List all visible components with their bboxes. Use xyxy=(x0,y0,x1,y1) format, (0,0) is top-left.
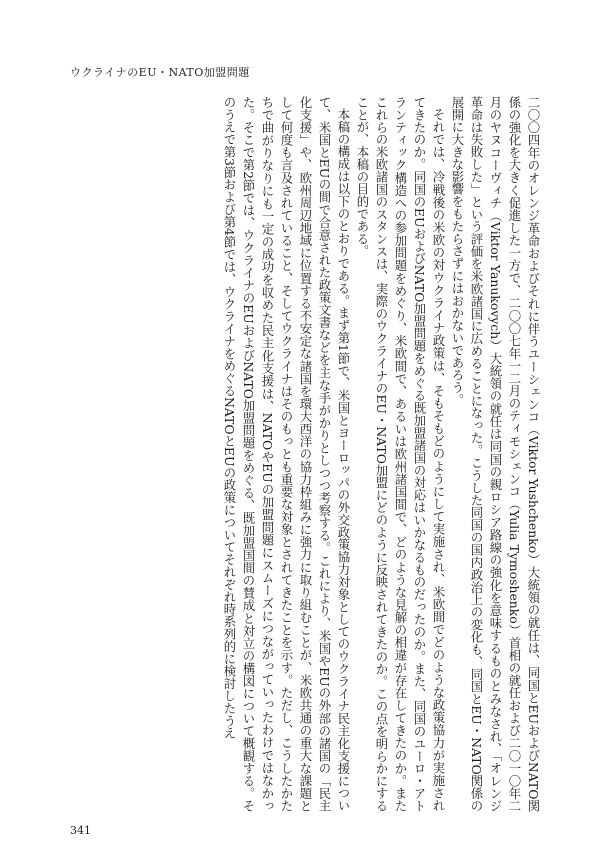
running-header: ウクライナのEU・NATO加盟問題 xyxy=(70,66,250,79)
page-number: 341 xyxy=(70,824,91,837)
paragraph-2: それでは、冷戦後の米欧の対ウクライナ政策は、そもそもどのようにして実施され、米欧間でどのような政策協力が実施されてきたのか。同国のEUおよびNATO加盟問題をめぐる既加盟諸国の対応はいかなるものだったのか。また、同国のユーロ・アトランティック構造への参加問題をめぐり、米欧間で、あるいは欧州諸国間で、どのような見解の相違が存在してきたのか。またこれらの米欧諸国のスタンスは、実際のウクライナのEU・NATO加盟にどのように反映されてきたのか。この点を明らかにすることが、本稿の目的である。 xyxy=(355,96,446,812)
paragraph-3: 本稿の構成は以下のとおりである。まず第1節で、米国とヨーロッパの外交政策協力対象としてのウクライナ民主化支援について、米国とEUの間で合意された政策文書などを主な手がかりとしつつ考察する。これにより、米国やEUの外部の諸国の「民主化支援」や、欧州周辺地域に位置する不安定な諸国を環大西洋の協力枠組みに強力に取り組むことが、米欧共通の重大な課題として何度も言及されていること、そしてウクライナはそのもっとも重要な対象とされてきたことを示す。ただし、こうしたかたちで曲がりなりにも一定の成功を収めた民主化支援は、NATOやEUの加盟問題にスムーズにつながっていったわけではなかった。そこで第2節では、ウクライナのEUおよびNATO加盟問題をめぐる、既加盟国間の賛成と対立の構図について概観する。そのうえで第3節および第4節では、ウクライナをめぐるNATOとEUの政策についてそれぞれ時系列的に検討したうえ xyxy=(222,96,351,812)
paragraph-1: 二〇〇四年のオレンジ革命およびそれに伴うユーシェンコ（Viktor Yushchenko）大統領の就任は、同国とEUおよびNATO関係の強化を大きく促進した一方で、二〇〇七年一二月のティモシェンコ（Yulia Tymoshenko）首相の就任および二〇一〇年二月のヤヌコーヴィチ（Viktor Yanukovych）大統領の就任は同国の親ロシア路線の強化を意味するものとみなされ、「オレンジ革命は失敗した」という評価を米欧諸国に広めることになった。こうした同国の国内政治上の変化も、同国とEU・NATO関係の展開に大きな影響をもたらさずにはおかないであろう。 xyxy=(450,96,541,812)
body-text xyxy=(69,96,543,812)
